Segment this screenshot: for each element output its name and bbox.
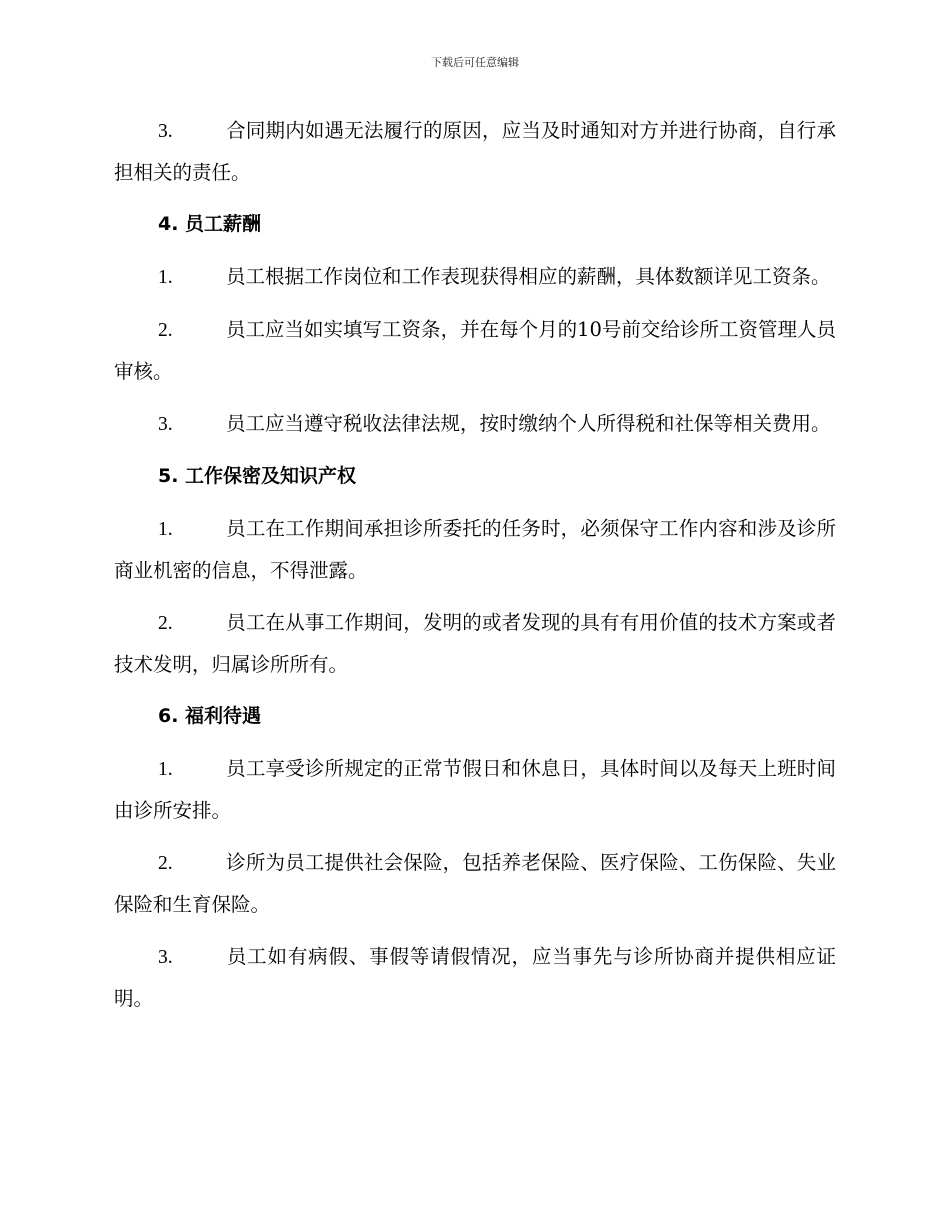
clause-number: 1. [158, 519, 173, 540]
clause-paragraph [114, 110, 836, 193]
clause-number: 2. [158, 613, 173, 634]
clause-text: 合同期内如遇无法履行的原因，应当及时通知对方并进行协商，自行承担相关的责任。 [114, 119, 836, 184]
section-heading: 5. 工作保密及知识产权 [158, 465, 357, 487]
clause-paragraph [114, 508, 836, 591]
clause-paragraph [114, 256, 836, 298]
clause-paragraph [114, 403, 836, 445]
clause-number: 1. [158, 759, 173, 780]
clause-text: 员工享受诊所规定的正常节假日和休息日，具体时间以及每天上班时间由诊所安排。 [114, 757, 836, 822]
clause-text: 员工在工作期间承担诊所委托的任务时，必须保守工作内容和涉及诊所商业机密的信息，不得泄露。 [114, 517, 836, 582]
clause-text: 员工根据工作岗位和工作表现获得相应的薪酬，具体数额详见工资条。 [226, 265, 831, 288]
clause-paragraph [114, 748, 836, 831]
clause-paragraph [114, 602, 836, 685]
clause-text: 员工在从事工作期间，发明的或者发现的具有有用价值的技术方案或者技术发明，归属诊所所有。 [114, 611, 836, 676]
clause-paragraph [114, 309, 836, 392]
section-heading: 4. 员工薪酬 [158, 213, 262, 235]
clause-number: 2. [158, 320, 173, 341]
clause-paragraph [114, 842, 836, 925]
clause-text: 员工如有病假、事假等请假情况，应当事先与诊所协商并提供相应证明。 [114, 945, 836, 1010]
page-header-note: 下载后可任意编辑 [431, 56, 519, 69]
clause-text: 员工应当如实填写工资条，并在每个月的10号前交给诊所工资管理人员审核。 [114, 318, 836, 383]
document-body [114, 110, 836, 1030]
clause-number: 2. [158, 853, 173, 874]
clause-paragraph [114, 936, 836, 1019]
clause-number: 3. [158, 121, 173, 142]
clause-number: 3. [158, 947, 173, 968]
clause-number: 1. [158, 267, 173, 288]
section-heading: 6. 福利待遇 [158, 705, 262, 727]
clause-number: 3. [158, 414, 173, 435]
clause-text: 员工应当遵守税收法律法规，按时缴纳个人所得税和社保等相关费用。 [226, 412, 831, 435]
clause-text: 诊所为员工提供社会保险，包括养老保险、医疗保险、工伤保险、失业保险和生育保险。 [114, 851, 836, 916]
